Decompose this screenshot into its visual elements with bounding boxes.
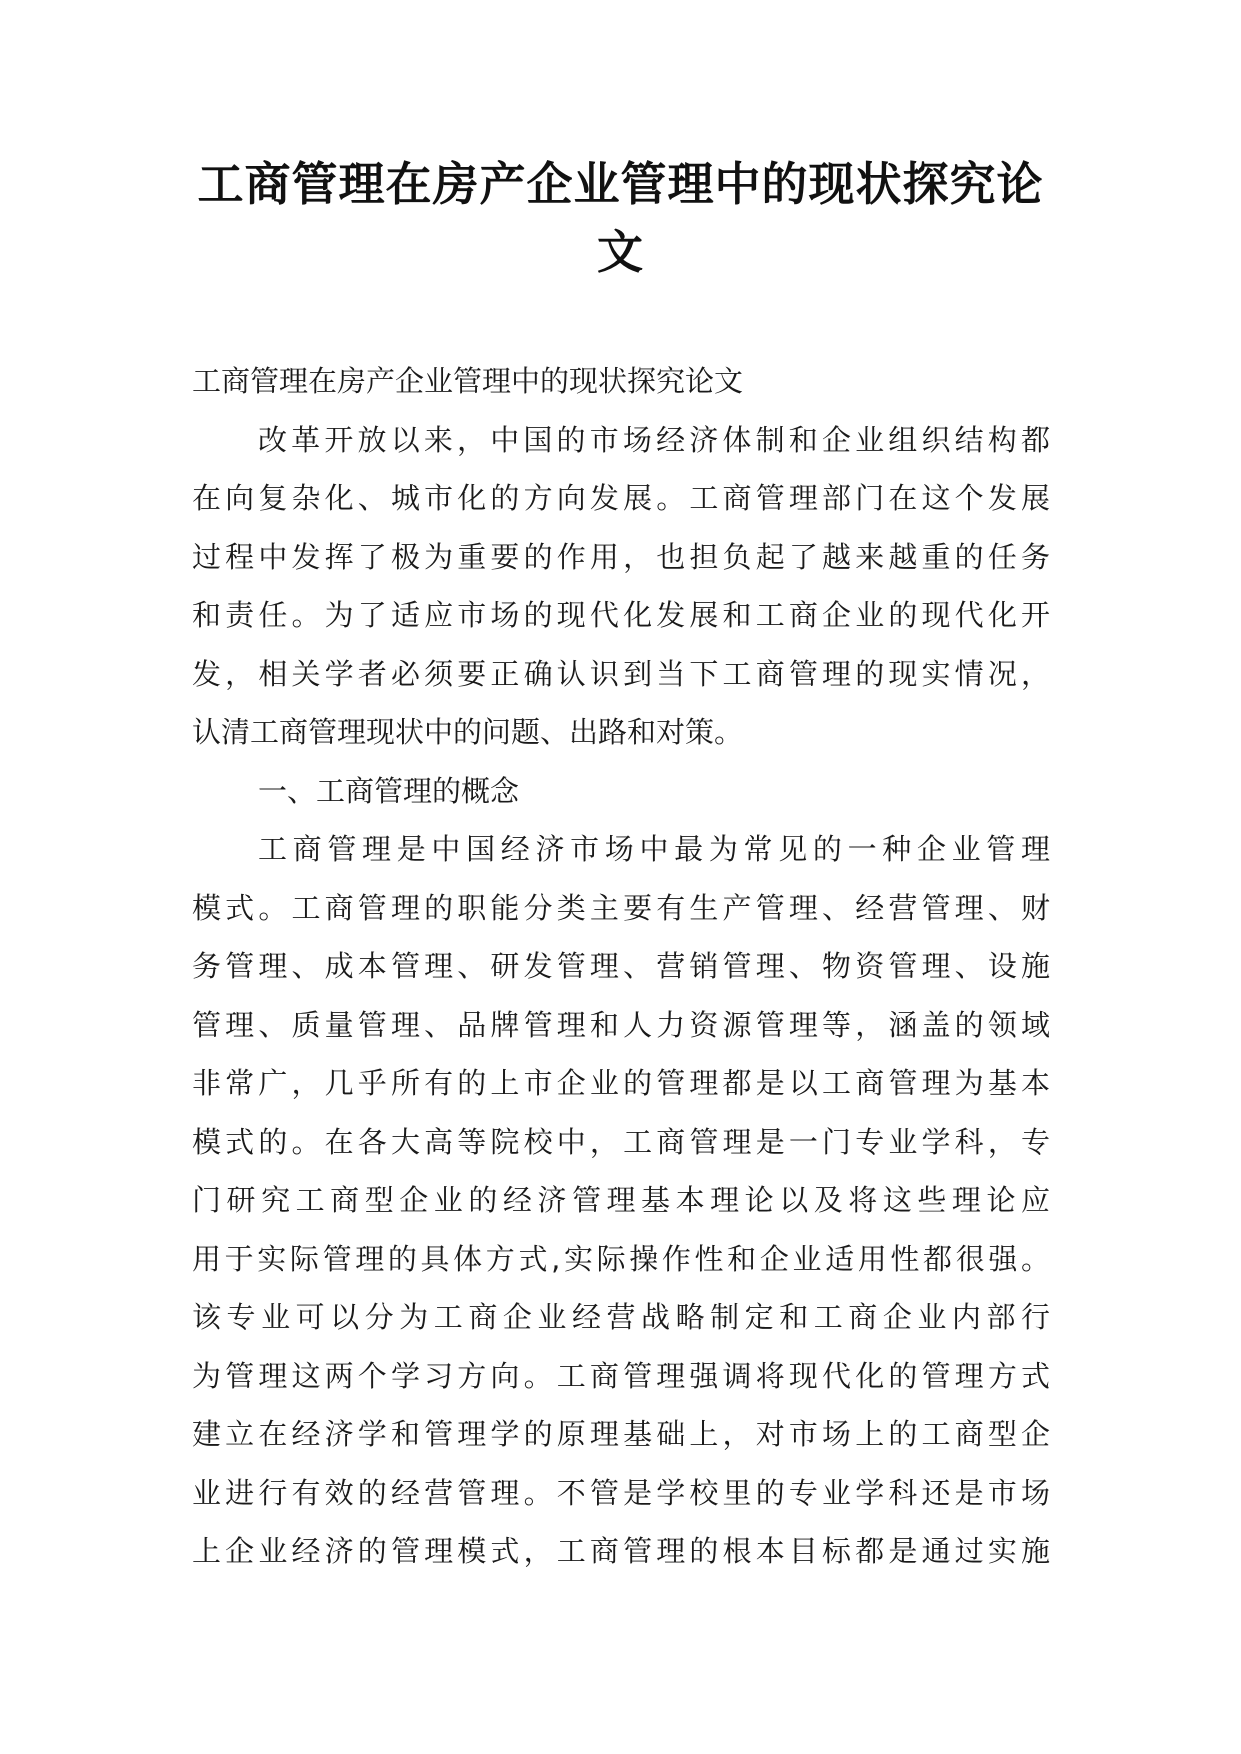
paragraph-line: 该专业可以分为工商企业经营战略制定和工商企业内部行 [192,1300,1050,1334]
paragraph-line: 业进行有效的经营管理。不管是学校里的专业学科还是市场 [192,1475,1050,1510]
paragraph-line: 过程中发挥了极为重要的作用，也担负起了越来越重的任务 [192,539,1050,574]
paragraph-line: 门研究工商型企业的经济管理基本理论以及将这些理论应 [192,1183,1050,1217]
document-body [192,352,1050,1581]
title-line-1: 工商管理在房产企业管理中的现状探究论 [197,157,1044,211]
paragraph-line: 用于实际管理的具体方式,实际操作性和企业适用性都很强。 [192,1241,1050,1276]
paragraph-line: 务管理、成本管理、研发管理、营销管理、物资管理、设施 [192,949,1050,983]
paragraph-line: 非常广，几乎所有的上市企业的管理都是以工商管理为基本 [192,1066,1050,1100]
title-line-2: 文 [597,225,644,279]
paragraph-line: 模式的。在各大高等院校中，工商管理是一门专业学科，专 [192,1124,1050,1159]
paragraph-line: 建立在经济学和管理学的原理基础上，对市场上的工商型企 [192,1417,1050,1451]
document-title [150,150,1091,286]
paragraph-line: 在向复杂化、城市化的方向发展。工商管理部门在这个发展 [192,481,1050,515]
paragraph-line: 认清工商管理现状中的问题、出路和对策。 [192,715,744,749]
paragraph-line: 管理、质量管理、品牌管理和人力资源管理等，涵盖的领域 [192,1007,1050,1042]
paragraph-line: 工商管理是中国经济市场中最为常见的一种企业管理 [258,832,1050,866]
paragraph-line: 为管理这两个学习方向。工商管理强调将现代化的管理方式 [192,1358,1050,1393]
subtitle-line: 工商管理在房产企业管理中的现状探究论文 [192,364,744,398]
paragraph-line: 上企业经济的管理模式，工商管理的根本目标都是通过实施 [192,1534,1050,1568]
paragraph-line: 模式。工商管理的职能分类主要有生产管理、经营管理、财 [192,890,1050,925]
paragraph-line: 改革开放以来，中国的市场经济体制和企业组织结构都 [258,422,1050,457]
section-heading: 一、工商管理的概念 [258,773,520,808]
paragraph-line: 发，相关学者必须要正确认识到当下工商管理的现实情况， [192,656,1050,691]
paragraph-line: 和责任。为了适应市场的现代化发展和工商企业的现代化开 [192,598,1050,632]
